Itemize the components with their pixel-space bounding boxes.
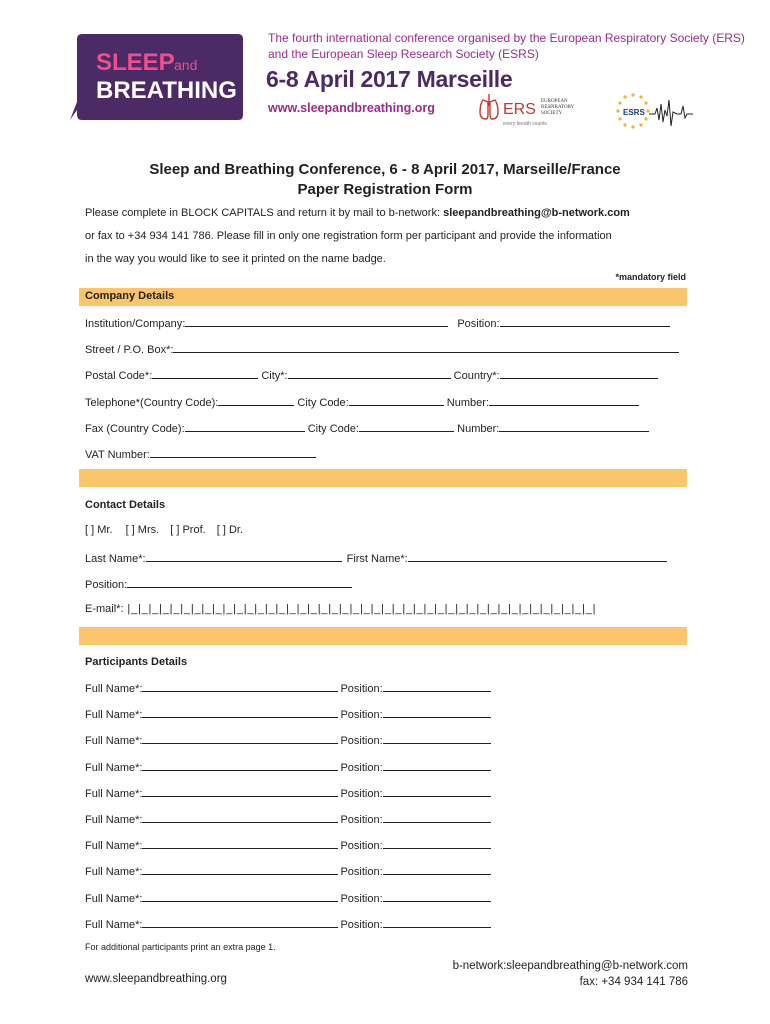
ers-abbrev: ERS (503, 101, 536, 118)
telephone-city-code-field[interactable] (349, 395, 444, 406)
telephone-number-field[interactable] (489, 395, 639, 406)
ers-full-1: EUROPEAN (541, 99, 568, 104)
fax-country-field[interactable] (185, 421, 305, 432)
esrs-waveform-icon (649, 100, 693, 126)
participant-row (85, 786, 491, 800)
conference-intro (268, 30, 745, 62)
participant-row (85, 891, 491, 905)
participant-position-label: Position: (340, 761, 383, 774)
title-dr-checkbox[interactable]: [ ] Dr. (216, 524, 244, 536)
esrs-abbrev: ESRS (623, 108, 645, 117)
participant-full-name-label: Full Name*: (85, 761, 143, 774)
esrs-logo (605, 90, 695, 132)
participant-row (85, 760, 491, 774)
instructions-line-1 (85, 202, 695, 225)
title-mr-checkbox[interactable]: [ ] Mr. (85, 524, 113, 536)
vat-field[interactable] (150, 447, 316, 458)
participant-position-field[interactable] (383, 812, 491, 823)
contact-position-row (85, 577, 352, 591)
participants-section-bar (79, 627, 687, 645)
logo-and-text: and (174, 57, 198, 73)
participant-position-label: Position: (340, 683, 383, 695)
participant-full-name-label: Full Name*: (85, 814, 143, 826)
conference-date-place: 6-8 April 2017 Marseille (266, 66, 513, 92)
participant-full-name-label: Full Name*: (85, 683, 143, 695)
ers-tagline: every breath counts (503, 121, 547, 127)
email-boxes-field[interactable]: |_|_|_|_|_|_|_|_|_|_|_|_|_|_|_|_|_|_|_|_|_|_|_|_|_|_|_|_|_|_|_|_|_|_|_|_|_|_|_|_|_|_|_|_| (127, 603, 597, 615)
participant-row (85, 681, 491, 695)
participant-position-field[interactable] (383, 733, 491, 744)
footer-contact (453, 958, 688, 990)
last-name-label: Last Name*: (85, 553, 146, 565)
participant-full-name-field[interactable] (142, 812, 338, 823)
fax-city-code-field[interactable] (359, 421, 454, 432)
participant-full-name-field[interactable] (142, 891, 338, 902)
participant-row (85, 812, 491, 826)
fax-number-field[interactable] (499, 421, 649, 432)
contact-position-label: Position: (85, 579, 128, 591)
participant-position-field[interactable] (383, 917, 491, 928)
participant-position-field[interactable] (383, 707, 491, 718)
vat-label: VAT Number: (85, 449, 150, 461)
ers-full-2: RESPIRATORY (541, 105, 575, 110)
first-name-field[interactable] (408, 551, 667, 562)
participant-full-name-field[interactable] (142, 786, 338, 797)
company-heading: Company Details (85, 290, 175, 302)
ers-full-3: SOCIETY (541, 111, 563, 116)
participant-full-name-label: Full Name*: (85, 735, 143, 748)
last-name-field[interactable] (146, 551, 342, 562)
fax-label: Fax (Country Code): (85, 423, 185, 435)
instructions-plain: Please complete in BLOCK CAPITALS and return it by mail to b-network: (85, 207, 444, 219)
footer-website: www.sleepandbreathing.org (85, 973, 227, 985)
participant-full-name-label: Full Name*: (85, 918, 143, 931)
participant-full-name-label: Full Name*: (85, 840, 143, 853)
country-label: Country*: (453, 370, 500, 382)
participant-row (85, 917, 491, 931)
participant-full-name-field[interactable] (142, 864, 338, 875)
participant-row (85, 707, 491, 721)
salutation-row (85, 524, 243, 536)
title-mrs-checkbox[interactable]: [ ] Mrs. (125, 524, 160, 536)
footer-fax: fax: +34 934 141 786 (579, 976, 688, 988)
conference-website: www.sleepandbreathing.org (268, 101, 435, 115)
participant-position-label: Position: (340, 787, 383, 800)
participant-full-name-field[interactable] (142, 733, 338, 744)
country-field[interactable] (500, 368, 658, 379)
participant-position-field[interactable] (383, 864, 491, 875)
street-label: Street / P.O. Box*: (85, 344, 174, 356)
form-title: Sleep and Breathing Conference, 6 - 8 April 2017, Marseille/France (149, 161, 621, 178)
participant-full-name-label: Full Name*: (85, 866, 143, 879)
institution-row (85, 316, 670, 330)
participant-full-name-label: Full Name*: (85, 892, 143, 905)
city-label: City*: (261, 370, 288, 382)
telephone-number-label: Number: (446, 397, 489, 409)
form-subtitle: Paper Registration Form (297, 181, 473, 198)
participant-position-label: Position: (340, 814, 383, 826)
participant-position-label: Position: (340, 735, 383, 748)
postal-field[interactable] (152, 368, 258, 379)
telephone-city-code-label: City Code: (297, 397, 349, 409)
participant-row (85, 838, 491, 852)
contact-position-field[interactable] (127, 577, 352, 588)
institution-label: Institution/Company: (85, 318, 186, 330)
street-field[interactable] (173, 342, 679, 353)
participant-position-label: Position: (340, 866, 383, 879)
participant-position-field[interactable] (383, 760, 491, 771)
street-row (85, 342, 679, 356)
sleep-and-breathing-logo (70, 32, 245, 122)
footer-email: b-network:sleepandbreathing@b-network.com (452, 960, 688, 972)
contact-section-bar (79, 469, 687, 487)
telephone-row (85, 395, 639, 409)
participant-position-label: Position: (340, 918, 383, 931)
email-label: E-mail*: (85, 603, 124, 615)
participant-position-field[interactable] (383, 786, 491, 797)
telephone-country-field[interactable] (218, 395, 294, 406)
postal-label: Postal Code*: (85, 370, 153, 382)
participant-position-field[interactable] (383, 681, 491, 692)
first-name-label: First Name*: (346, 553, 408, 565)
participant-full-name-field[interactable] (142, 917, 338, 928)
participant-full-name-field[interactable] (142, 681, 338, 692)
participants-heading: Participants Details (85, 656, 188, 668)
fax-number-label: Number: (457, 423, 500, 435)
vat-row (85, 447, 316, 461)
participant-position-field[interactable] (383, 838, 491, 849)
intro-line-2: and the European Sleep Research Society (ESRS) (268, 47, 539, 61)
participant-position-label: Position: (340, 840, 383, 853)
logo-breathing-text: BREATHING (96, 77, 237, 104)
city-field[interactable] (288, 368, 451, 379)
participant-position-label: Position: (340, 892, 383, 905)
fax-city-code-label: City Code: (307, 423, 360, 435)
ers-logo (478, 92, 576, 130)
instructions-line-3: in the way you would like to see it printed on the name badge. (85, 253, 386, 265)
company-position-field[interactable] (500, 316, 670, 327)
fax-row (85, 421, 649, 435)
additional-participants-note: For additional participants print an extra page 1. (85, 942, 276, 952)
contact-heading: Contact Details (85, 499, 166, 511)
intro-line-1: The fourth international conference organised by the European Respiratory Society (ERS) (268, 31, 745, 45)
name-row (85, 551, 667, 565)
participant-full-name-label: Full Name*: (85, 787, 143, 800)
participant-position-label: Position: (340, 709, 383, 722)
participant-full-name-field[interactable] (142, 760, 338, 771)
telephone-label: Telephone*(Country Code): (85, 397, 219, 409)
ers-lungs-icon (480, 94, 498, 119)
participant-row (85, 733, 491, 747)
participant-full-name-field[interactable] (142, 707, 338, 718)
title-prof-checkbox[interactable]: [ ] Prof. (170, 524, 206, 536)
logo-sleep-text: SLEEP (96, 49, 175, 76)
instructions-line-2: or fax to +34 934 141 786. Please fill in only one registration form per participant and provide the information (85, 230, 612, 242)
institution-field[interactable] (185, 316, 448, 327)
participant-row (85, 864, 491, 878)
mandatory-note: *mandatory field (615, 272, 686, 282)
postal-row (85, 368, 658, 382)
instructions (85, 202, 695, 271)
return-email: sleepandbreathing@b-network.com (443, 207, 630, 219)
participant-full-name-label: Full Name*: (85, 709, 143, 722)
company-position-label: Position: (457, 318, 500, 330)
participant-full-name-field[interactable] (142, 838, 338, 849)
email-row (85, 603, 596, 615)
participant-position-field[interactable] (383, 891, 491, 902)
